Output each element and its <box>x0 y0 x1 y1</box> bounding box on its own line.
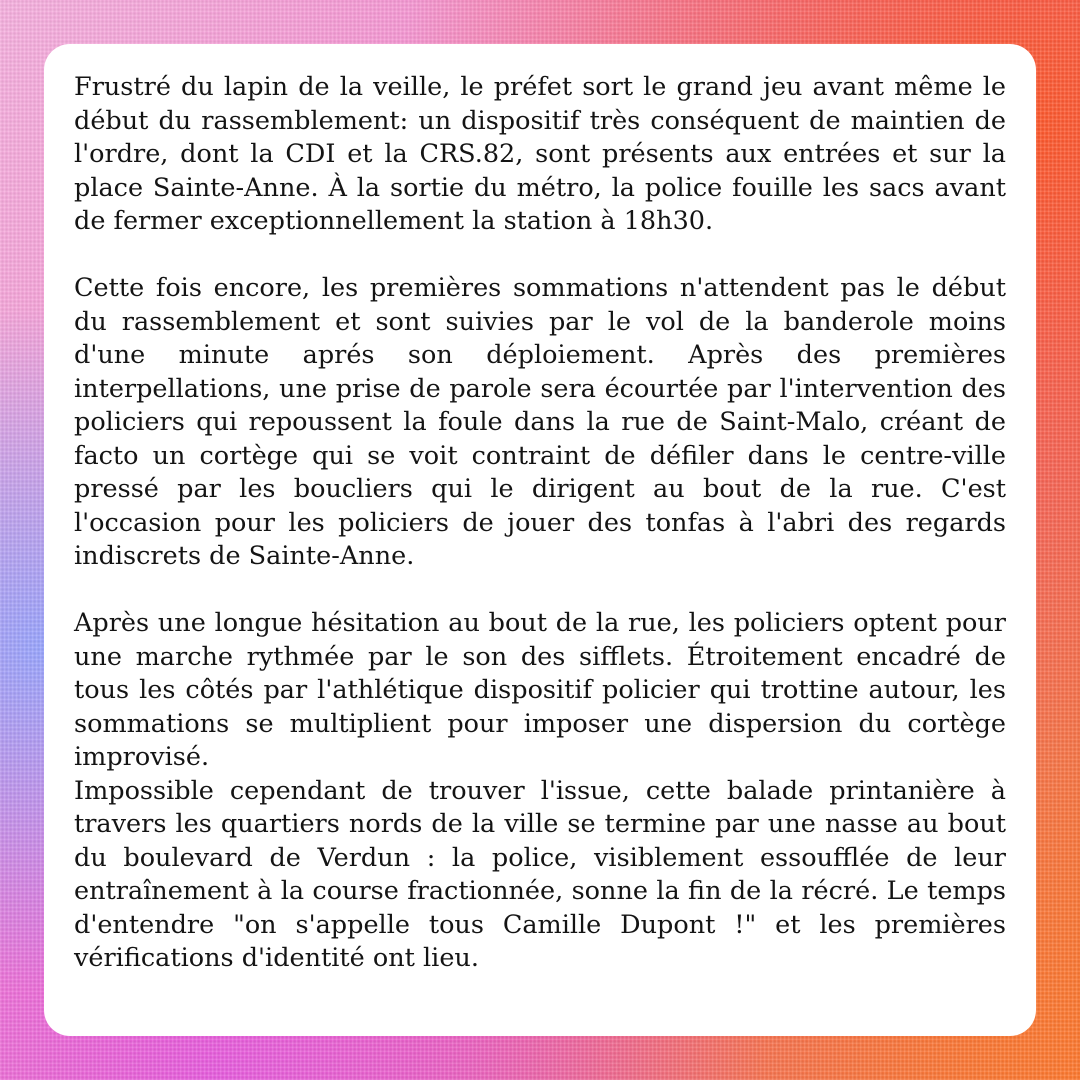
paragraph-2: Cette fois encore, les premières sommations n'attendent pas le début du rassemblement et sont suivies par le vol de la banderole moins d'une minute aprés son déploiement. Après des premières interpellations, une prise de parole sera écourtée par l'intervention des policiers qui repoussent la foule dans la rue de Saint-Malo, créant de facto un cortège qui se voit contraint de défiler dans le centre-ville pressé par les boucliers qui le dirigent au bout de la rue. C'est l'occasion pour les policiers de jouer des tonfas à l'abri des regards indiscrets de Sainte-Anne. <box>74 273 1006 571</box>
paragraph-4: Impossible cependant de trouver l'issue, cette balade printanière à travers les quartiers nords de la ville se termine par une nasse au bout du boulevard de Verdun : la police, visiblement essoufflée de leur entraînement à la course fractionnée, sonne la fin de la récré. Le temps d'entendre "on s'appelle tous Camille Dupont !" et les premières vérifications d'identité ont lieu. <box>74 775 1006 973</box>
text-panel <box>44 44 1036 1036</box>
paragraph-3: Après une longue hésitation au bout de la rue, les policiers optent pour une marche rythmée par le son des sifflets. Étroitement encadré de tous les côtés par l'athlétique dispositif policier qui trottine autour, les sommations se multiplient pour imposer une dispersion du cortège improvisé. <box>74 608 1006 772</box>
paragraph-1: Frustré du lapin de la veille, le préfet sort le grand jeu avant même le début du rassemblement: un dispositif très conséquent de maintien de l'ordre, dont la CDI et la CRS.82, sont présents aux entrées et sur la place Sainte-Anne. À la sortie du métro, la police fouille les sacs avant de fermer exceptionnellement la station à 18h30. <box>74 72 1006 236</box>
